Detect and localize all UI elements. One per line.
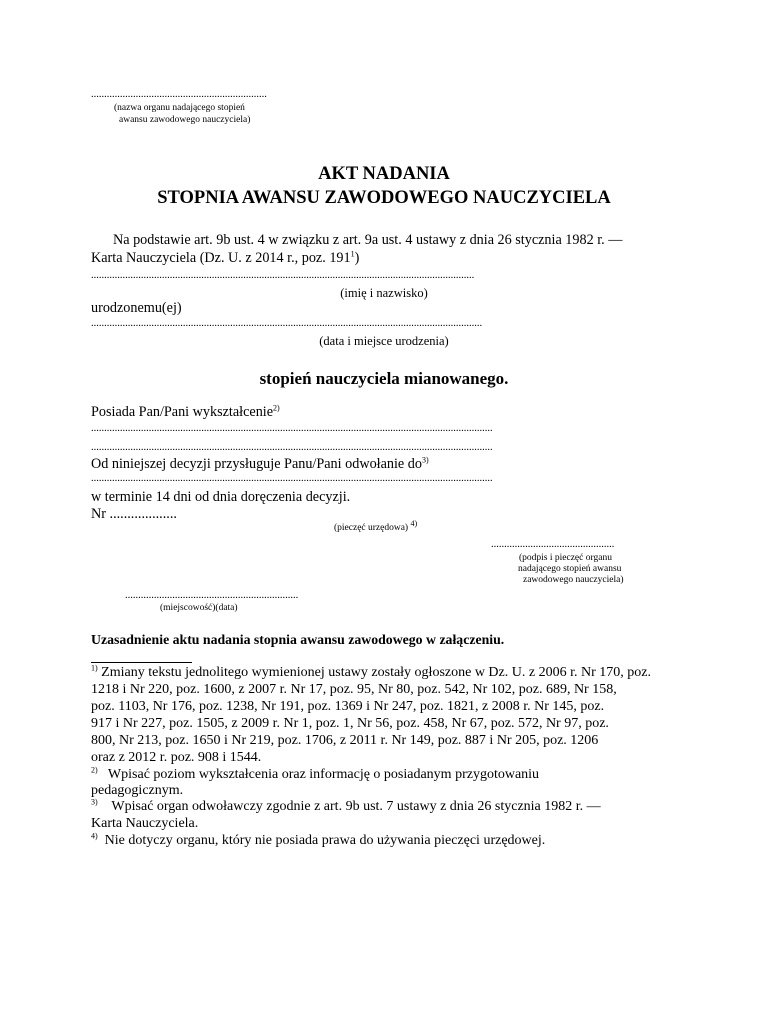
education-label: Posiada Pan/Pani wykształcenie [91,404,274,420]
justification-text: Uzasadnienie aktu nadania stopnia awansu zawodowego w załączeniu. [91,632,505,647]
authority-label-line1: (nazwa organu nadającego stopień [114,103,245,113]
footnote-2-line2: pedagogicznym. [91,783,184,798]
education-dots-2: ......................................................................................................................................................... [91,442,493,453]
intro-line2-end: ) [354,250,360,266]
footnote-1-text-1: Zmiany tekstu jednolitego wymienionej ustawy zostały ogłoszone w Dz. U. z 2006 r. Nr 170, poz. [101,665,651,680]
official-stamp-text: (pieczęć urzędowa) [334,523,409,533]
authority-label-line2: awansu zawodowego nauczyciela) [119,115,251,125]
footnote-2-mark: 2) [91,765,98,775]
decision-number: Nr ................... [91,506,177,522]
signature-dots: ............................................... [491,539,615,550]
appeal-line [91,456,429,473]
footnote-1-line3: poz. 1103, Nr 176, poz. 1238, Nr 191, poz. 1369 i Nr 247, poz. 1821, z 2008 r. Nr 145, poz. [91,699,605,714]
footnote-4-line1 [91,832,545,849]
appeal-dots: ......................................................................................................................................................... [91,473,493,484]
footnote-separator [91,662,192,663]
official-stamp-label [334,518,418,533]
footnote-1-line2: 1218 i Nr 220, poz. 1600, z 2007 r. Nr 17, poz. 95, Nr 80, poz. 542, Nr 102, poz. 689, Nr 158, [91,682,617,697]
footnote-4-text-1: Nie dotyczy organu, który nie posiada prawa do używania pieczęci urzędowej. [104,833,546,848]
footnote-2-line1 [91,766,539,783]
footnote-1-line1 [91,664,651,681]
born-dots: ..................................................................................................................................................... [91,318,483,329]
authority-dots: ................................................................... [91,89,267,100]
intro-line2 [91,250,359,267]
name-dots: .................................................................................................................................................. [91,270,475,281]
footnote-3-line1 [91,798,601,815]
footnote-3-line2: Karta Nauczyciela. [91,816,199,831]
intro-line2-text: Karta Nauczyciela (Dz. U. z 2014 r., poz. 191 [91,250,351,266]
born-caption: (data i miejsce urodzenia) [319,334,449,348]
education-dots-1: ......................................................................................................................................................... [91,423,493,434]
footnote-3-mark: 3) [91,797,98,807]
footnote-1-line6: oraz z 2012 r. poz. 908 i 1544. [91,750,262,765]
signature-label-line1: (podpis i pieczęć organu [519,553,612,563]
appeal-term: w terminie 14 dni od dnia doręczenia decyzji. [91,489,351,505]
born-label: urodzonemu(ej) [91,300,182,316]
footnote-1-line5: 800, Nr 213, poz. 1650 i Nr 219, poz. 1706, z 2011 r. Nr 149, poz. 887 i Nr 205, poz. 1206 [91,733,599,748]
place-date-label: (miejscowość)(data) [160,603,238,613]
title-line2: STOPNIA AWANSU ZAWODOWEGO NAUCZYCIELA [157,188,611,208]
education-footnote-ref: 2) [273,403,280,413]
footnote-2-text-1: Wpisać poziom wykształcenia oraz informację o posiadanym przygotowaniu [107,767,540,782]
degree-text: stopień nauczyciela mianowanego. [259,369,509,388]
education-line [91,404,280,421]
name-label: (imię i nazwisko) [340,286,428,300]
appeal-footnote-ref: 3) [421,455,429,465]
footnote-4-mark: 4) [91,831,98,841]
footnote-1-mark: 1) [91,663,98,673]
place-date-dots: .................................................................. [125,590,299,601]
signature-label-line3: zawodowego nauczyciela) [523,575,624,585]
signature-label-line2: nadającego stopień awansu [518,564,622,574]
footnote-3-text-1: Wpisać organ odwoławczy zgodnie z art. 9b ust. 7 ustawy z dnia 26 stycznia 1982 r. — [111,799,601,814]
stamp-footnote-ref: 4) [410,518,418,528]
appeal-label: Od niniejszej decyzji przysługuje Panu/Pani odwołanie do [91,456,422,472]
intro-footnote-ref: 1 [350,249,355,259]
title-line1: AKT NADANIA [318,164,450,184]
footnote-1-line4: 917 i Nr 227, poz. 1505, z 2009 r. Nr 1, poz. 1, Nr 56, poz. 458, Nr 67, poz. 572, Nr 97, poz. [91,716,609,731]
intro-line1: Na podstawie art. 9b ust. 4 w związku z art. 9a ust. 4 ustawy z dnia 26 stycznia 1982 r. — [113,232,623,248]
